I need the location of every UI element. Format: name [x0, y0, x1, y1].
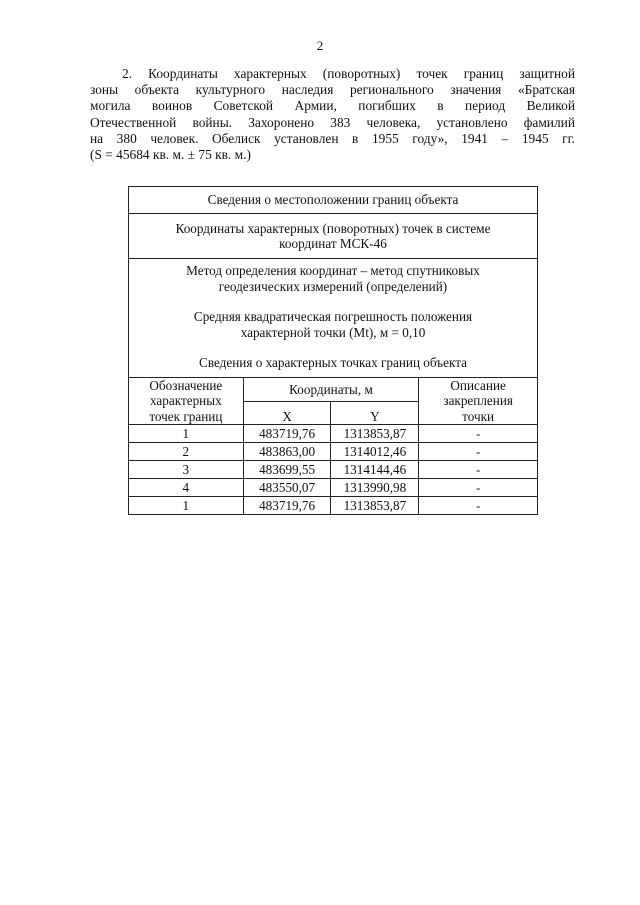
description-header-line: точки — [462, 408, 495, 424]
page-number: 2 — [316, 38, 324, 53]
description-paragraph — [90, 66, 575, 163]
point-y: 1313853,87 — [331, 497, 419, 515]
paragraph-line: на 380 человек. Обелиск установлен в 1955 году», 1941 – 1945 гг. — [90, 130, 575, 146]
designation-header-line: характерных — [150, 393, 222, 408]
table-header: Сведения о местоположении границ объекта — [129, 187, 538, 214]
table-row — [129, 425, 538, 443]
point-description: - — [419, 497, 538, 515]
point-y: 1314144,46 — [331, 461, 419, 479]
point-description: - — [419, 461, 538, 479]
y-header: Y — [331, 402, 419, 425]
point-x: 483550,07 — [243, 479, 331, 497]
point-y: 1313990,98 — [331, 479, 419, 497]
point-id: 3 — [129, 461, 244, 479]
crs-line: координат МСК-46 — [279, 236, 387, 251]
point-id: 4 — [129, 479, 244, 497]
paragraph-line: (S = 45684 кв. м. ± 75 кв. м.) — [90, 147, 251, 163]
paragraph-line: могила воинов Советской Армии, погибших в период Великой — [90, 98, 575, 114]
designation-header — [129, 377, 244, 425]
table-row — [129, 497, 538, 515]
method-line: Метод определения координат – метод спутниковых — [186, 263, 480, 278]
description-header — [419, 377, 538, 425]
x-header: X — [243, 402, 331, 425]
description-header-line: закрепления — [443, 393, 513, 408]
method-line: геодезических измерений (определений) — [218, 278, 448, 294]
table-row — [129, 443, 538, 461]
table-row — [129, 479, 538, 497]
method-cell — [129, 259, 538, 378]
point-description: - — [419, 425, 538, 443]
point-id: 1 — [129, 497, 244, 515]
point-x: 483863,00 — [243, 443, 331, 461]
point-y: 1313853,87 — [331, 425, 419, 443]
boundary-table — [128, 186, 538, 515]
crs-cell — [129, 214, 538, 259]
point-id: 2 — [129, 443, 244, 461]
table-row — [129, 461, 538, 479]
point-x: 483699,55 — [243, 461, 331, 479]
designation-header-line: Обозначение — [149, 377, 223, 393]
point-id: 1 — [129, 425, 244, 443]
crs-line: Координаты характерных (поворотных) точек в системе — [175, 220, 491, 236]
accuracy-line: Средняя квадратическая погрешность положения — [193, 309, 473, 324]
point-description: - — [419, 443, 538, 461]
point-x: 483719,76 — [243, 497, 331, 515]
point-x: 483719,76 — [243, 425, 331, 443]
coordinates-header: Координаты, м — [243, 377, 419, 402]
point-description: - — [419, 479, 538, 497]
paragraph-line: зоны объекта культурного наследия регионального значения «Братская — [90, 82, 575, 98]
designation-header-line: точек границ — [149, 408, 223, 424]
points-info-title: Сведения о характерных точках границ объекта — [199, 355, 467, 370]
accuracy-line: характерной точки (Mt), м = 0,10 — [240, 324, 426, 340]
point-y: 1314012,46 — [331, 443, 419, 461]
paragraph-line: 2. Координаты характерных (поворотных) точек границ защитной — [122, 66, 575, 81]
paragraph-line: Отечественной войны. Захоронено 383 человека, установлено фамилий — [90, 114, 575, 130]
description-header-line: Описание — [450, 377, 506, 393]
